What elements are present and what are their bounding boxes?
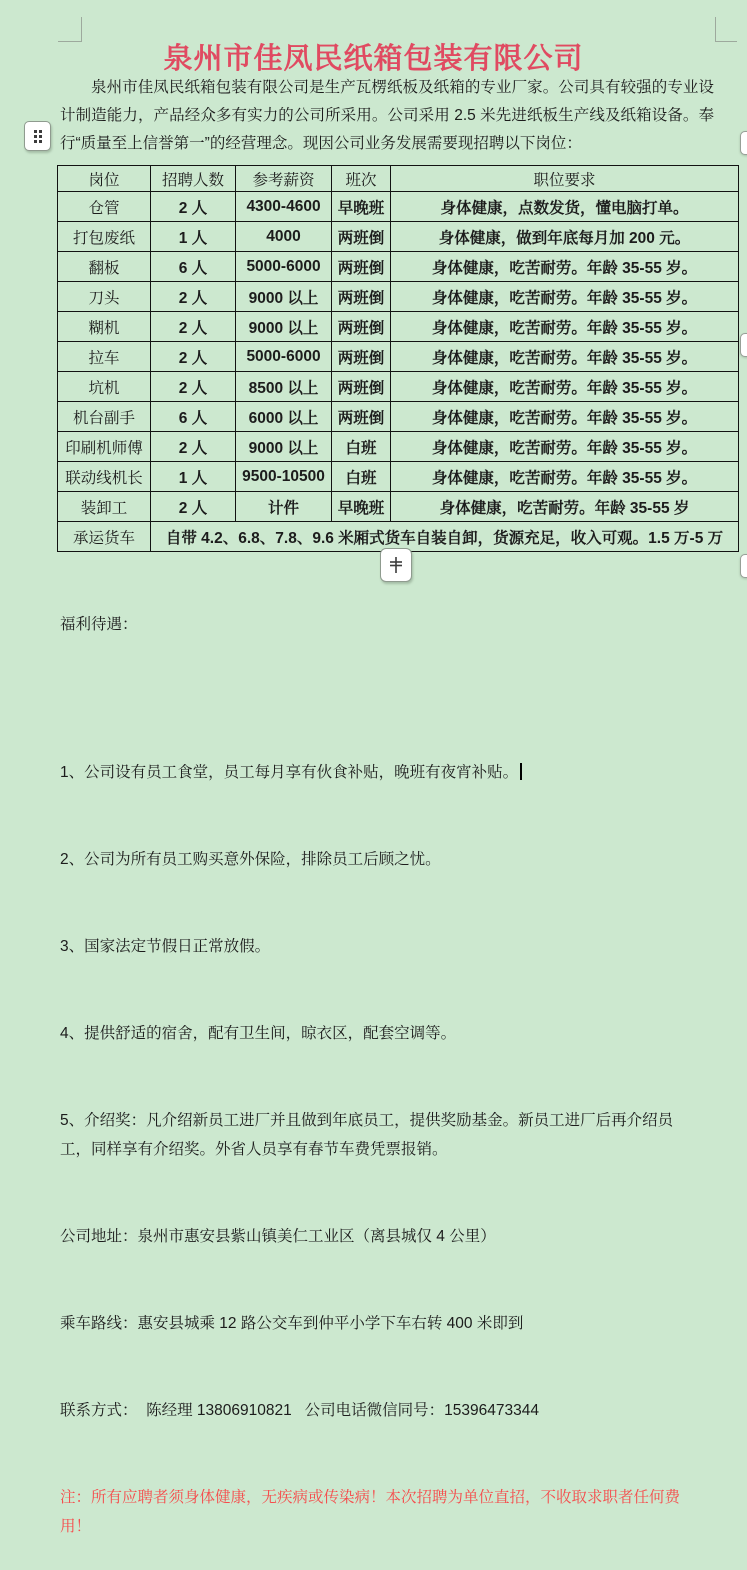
- text-cursor: [520, 763, 522, 780]
- benefit-item-1: 1、公司设有员工食堂，员工每月享有伙食补贴，晚班有夜宵补贴。: [60, 758, 704, 787]
- table-cell-merged: 自带 4.2、6.8、7.8、9.6 米厢式货车自装自卸，货源充足，收入可观。1.5 万-5 万: [151, 522, 739, 552]
- table-cell: 坑机: [58, 372, 151, 402]
- right-edge-button-2[interactable]: [740, 333, 747, 357]
- table-cell: 身体健康，吃苦耐劳。年龄 35-55 岁。: [391, 462, 739, 492]
- table-row: [58, 282, 739, 312]
- contact-line: 联系方式： 陈经理 13806910821 公司电话微信同号：15396473344: [60, 1402, 539, 1419]
- table-cell: 白班: [332, 432, 391, 462]
- intro-paragraph: 泉州市佳凤民纸箱包装有限公司是生产瓦楞纸板及纸箱的专业厂家。公司具有较强的专业设计制造能力，产品经众多有实力的公司所采用。公司采用 2.5 米先进纸板生产线及纸箱设备。奉行“质量至上信誉第一”的经营理念。现因公司业务发展需要现招聘以下岗位：: [60, 79, 714, 152]
- table-cell: 身体健康，吃苦耐劳。年龄 35-55 岁。: [391, 312, 739, 342]
- table-row: [58, 312, 739, 342]
- table-row: [58, 492, 739, 522]
- table-cell: 2 人: [151, 372, 236, 402]
- table-cell: 9500-10500: [236, 462, 332, 492]
- benefit-item-5: 5、介绍奖：凡介绍新员工进厂并且做到年底员工，提供奖励基金。新员工进厂后再介绍员工，同样享有介绍奖。外省人员享有春节车费凭票报销。: [60, 1112, 674, 1158]
- table-cell: 计件: [236, 492, 332, 522]
- table-cell: 1 人: [151, 222, 236, 252]
- table-row: [58, 252, 739, 282]
- table-cell: 两班倒: [332, 372, 391, 402]
- table-cell: 4300-4600: [236, 192, 332, 222]
- table-cell: 2 人: [151, 192, 236, 222]
- table-cell: 6 人: [151, 402, 236, 432]
- table-cell: 糊机: [58, 312, 151, 342]
- table-cell: 刀头: [58, 282, 151, 312]
- table-header-row: [58, 166, 739, 192]
- table-row: [58, 222, 739, 252]
- table-cell: 两班倒: [332, 342, 391, 372]
- table-cell: 拉车: [58, 342, 151, 372]
- jobs-table-body: [58, 192, 739, 552]
- table-row: [58, 192, 739, 222]
- table-cell: 9000 以上: [236, 312, 332, 342]
- table-row: [58, 372, 739, 402]
- table-cell: 6000 以上: [236, 402, 332, 432]
- table-cell: 身体健康，吃苦耐劳。年龄 35-55 岁。: [391, 282, 739, 312]
- header-requirements: 职位要求: [391, 166, 739, 192]
- table-cell: 身体健康，吃苦耐劳。年龄 35-55 岁: [391, 492, 739, 522]
- bus-route-line: 乘车路线：惠安县城乘 12 路公交车到仲平小学下车右转 400 米即到: [60, 1315, 524, 1332]
- table-cell: 身体健康，做到年底每月加 200 元。: [391, 222, 739, 252]
- table-cell: 4000: [236, 222, 332, 252]
- table-cell: 6 人: [151, 252, 236, 282]
- header-shift: 班次: [332, 166, 391, 192]
- table-cell: 联动线机长: [58, 462, 151, 492]
- table-cell: 2 人: [151, 312, 236, 342]
- table-cell: 早晚班: [332, 192, 391, 222]
- benefits-heading: 福利待遇：: [60, 616, 138, 633]
- benefit-item-2: 2、公司为所有员工购买意外保险，排除员工后顾之忧。: [60, 851, 441, 868]
- right-edge-button-1[interactable]: [740, 131, 747, 155]
- drag-dots-icon: [34, 130, 42, 143]
- table-cell: 装卸工: [58, 492, 151, 522]
- table-cell: 8500 以上: [236, 372, 332, 402]
- notice-line: 注：所有应聘者须身体健康，无疾病或传染病！本次招聘为单位直招，不收取求职者任何费用！: [60, 1489, 681, 1535]
- table-row-merged: [58, 522, 739, 552]
- table-cell: 白班: [332, 462, 391, 492]
- table-cell: 机台副手: [58, 402, 151, 432]
- table-cell: 5000-6000: [236, 342, 332, 372]
- table-cell: 2 人: [151, 432, 236, 462]
- table-cell: 9000 以上: [236, 432, 332, 462]
- table-cell: 印刷机师傅: [58, 432, 151, 462]
- table-cell: 两班倒: [332, 402, 391, 432]
- table-cell: 2 人: [151, 342, 236, 372]
- table-cell: 身体健康，吃苦耐劳。年龄 35-55 岁。: [391, 252, 739, 282]
- table-cell: 2 人: [151, 282, 236, 312]
- company-address-line: 公司地址：泉州市惠安县紫山镇美仁工业区（离县城仅 4 公里）: [60, 1228, 496, 1245]
- table-cell: 身体健康，吃苦耐劳。年龄 35-55 岁。: [391, 432, 739, 462]
- table-row: [58, 462, 739, 492]
- table-cell: 两班倒: [332, 312, 391, 342]
- table-row: [58, 402, 739, 432]
- page-title: 泉州市佳凤民纸箱包装有限公司: [163, 43, 584, 75]
- header-salary: 参考薪资: [236, 166, 332, 192]
- benefit-item-3: 3、国家法定节假日正常放假。: [60, 938, 271, 955]
- table-cell: 承运货车: [58, 522, 151, 552]
- jobs-table: [57, 165, 739, 552]
- table-cell: 打包废纸: [58, 222, 151, 252]
- table-cell: 两班倒: [332, 252, 391, 282]
- table-cell: 9000 以上: [236, 282, 332, 312]
- table-cell: 1 人: [151, 462, 236, 492]
- table-row: [58, 342, 739, 372]
- right-edge-button-3[interactable]: [740, 554, 747, 578]
- table-row: [58, 432, 739, 462]
- table-cell: 早晚班: [332, 492, 391, 522]
- table-cell: 身体健康，吃苦耐劳。年龄 35-55 岁。: [391, 402, 739, 432]
- table-cell: 5000-6000: [236, 252, 332, 282]
- table-cell: 两班倒: [332, 222, 391, 252]
- table-cell: 身体健康，吃苦耐劳。年龄 35-55 岁。: [391, 372, 739, 402]
- table-cell: 2 人: [151, 492, 236, 522]
- header-position: 岗位: [58, 166, 151, 192]
- table-cell: 仓管: [58, 192, 151, 222]
- table-move-handle[interactable]: [24, 121, 51, 151]
- table-cell: 两班倒: [332, 282, 391, 312]
- benefit-item-4: 4、提供舒适的宿舍，配有卫生间，晾衣区，配套空调等。: [60, 1025, 457, 1042]
- table-cell: 翻板: [58, 252, 151, 282]
- header-headcount: 招聘人数: [151, 166, 236, 192]
- table-cell: 身体健康，吃苦耐劳。年龄 35-55 岁。: [391, 342, 739, 372]
- body-text-block: [60, 552, 704, 1570]
- table-cell: 身体健康，点数发货，懂电脑打单。: [391, 192, 739, 222]
